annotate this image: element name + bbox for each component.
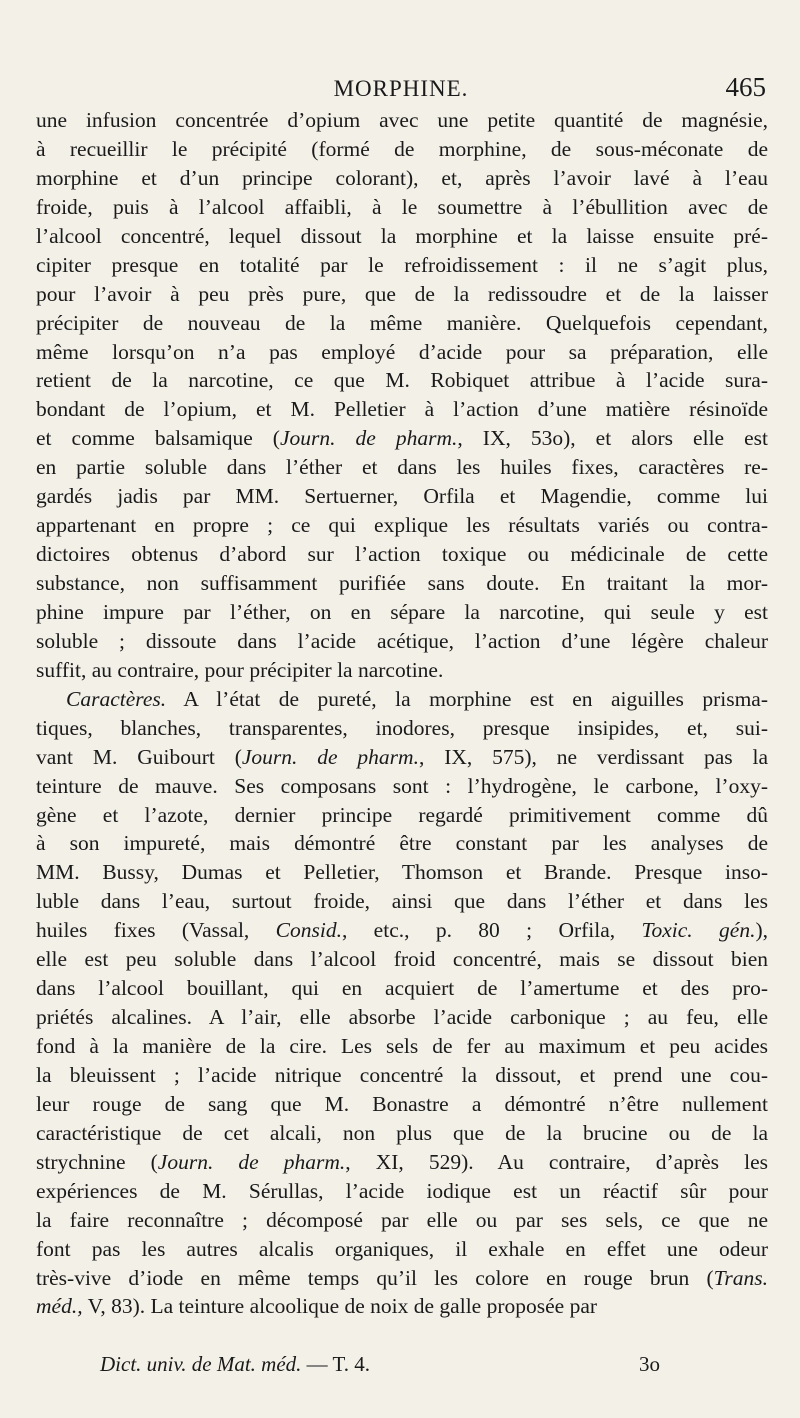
italic-text: méd., — [36, 1294, 83, 1319]
running-title: MORPHINE. — [333, 76, 469, 101]
italic-text: Caractères. — [66, 686, 167, 711]
text-line: MM. Bussy, Dumas et Pelletier, Thomson et Brande. Presque inso- — [36, 860, 768, 885]
text-line — [36, 743, 768, 772]
text-line: la faire reconnaître ; décomposé par elle ou par ses sels, ce que ne — [36, 1207, 768, 1232]
text-line: bondant de l’opium, et M. Pelletier à l’action d’une matière résinoïde — [36, 397, 768, 422]
text-segment: V, 83). La teinture alcoolique de noix de galle proposée par — [82, 1294, 598, 1319]
text-line: dans l’alcool bouillant, qui en acquiert de l’amertume et des pro- — [36, 976, 768, 1001]
text-segment: strychnine ( — [36, 1149, 158, 1174]
text-line: tiques, blanches, transparentes, inodores, presque insipides, et, sui- — [36, 715, 768, 740]
text-segment: , XI, 529). Au contraire, d’après les — [345, 1149, 768, 1174]
text-line: font pas les autres alcalis organiques, il exhale en effet une odeur — [36, 1236, 768, 1261]
text-line: froide, puis à l’alcool affaibli, à le soumettre à l’ébullition avec de — [36, 194, 768, 219]
page-number: 465 — [725, 72, 766, 102]
italic-text: Trans. — [713, 1265, 768, 1290]
text-line: fond à la manière de la cire. Les sels de fer au maximum et peu acides — [36, 1034, 768, 1058]
text-segment: vant M. Guibourt ( — [36, 744, 242, 769]
text-line: appartenant en propre ; ce qui explique les résultats variés ou contra- — [36, 513, 768, 538]
text-line: à son impureté, mais démontré être constant par les analyses de — [36, 831, 768, 856]
text-line: caractéristique de cet alcali, non plus que de la brucine ou de la — [36, 1120, 768, 1145]
text-segment: et comme balsamique ( — [36, 426, 280, 451]
text-line: suffit, au contraire, pour précipiter la narcotine. — [36, 657, 444, 682]
text-line: expériences de M. Sérullas, l’acide iodique est un réactif sûr pour — [36, 1178, 768, 1203]
text-line: la bleuissent ; l’acide nitrique concentré la dissout, et prend une cou- — [36, 1062, 768, 1087]
text-line: même lorsqu’on n’a pas employé d’acide pour sa préparation, elle — [36, 339, 768, 364]
text-segment: huiles fixes (Vassal, — [36, 918, 276, 943]
text-line: l’alcool concentré, lequel dissout la morphine et la laisse ensuite pré- — [36, 223, 768, 248]
text-line — [36, 1292, 768, 1321]
text-line: cipiter presque en totalité par le refroidissement : il ne s’agit plus, — [36, 252, 768, 277]
page-footer — [100, 1352, 660, 1382]
text-line: précipiter de nouveau de la même manière. Quelquefois cependant, — [36, 310, 768, 335]
text-line — [36, 1148, 768, 1177]
text-line: une infusion concentrée d’opium avec une petite quantité de magnésie, — [36, 108, 768, 132]
text-line: teinture de mauve. Ses composans sont : l’hydrogène, le carbone, l’oxy- — [36, 773, 768, 798]
text-line: à recueillir le précipité (formé de morphine, de sous-méconate de — [36, 136, 768, 161]
sheet-number: 3o — [639, 1352, 660, 1376]
footer-signature — [100, 1352, 370, 1377]
text-line — [36, 685, 768, 714]
text-line: soluble ; dissoute dans l’acide acétique, l’action d’une légère chaleur — [36, 628, 768, 653]
text-segment: , IX, 575), ne verdissant pas la — [418, 744, 768, 769]
italic-text: Toxic. gén. — [641, 918, 756, 943]
text-segment: , IX, 53o), et alors elle est — [457, 426, 768, 451]
body-text — [36, 106, 768, 1321]
text-line: dictoires obtenus d’abord sur l’action toxique ou médicinale de cette — [36, 542, 768, 567]
signature-volume: — T. 4. — [301, 1352, 371, 1376]
text-line: leur rouge de sang que M. Bonastre a démontré n’être nullement — [36, 1091, 768, 1116]
text-segment: , etc., p. 80 ; Orfila, — [341, 918, 642, 943]
text-line: gène et l’azote, dernier principe regardé primitivement comme dû — [36, 802, 768, 827]
text-line — [36, 424, 768, 453]
italic-text: Journ. de pharm. — [279, 426, 458, 451]
text-segment: très-vive d’iode en même temps qu’il les colore en rouge brun ( — [36, 1265, 714, 1290]
text-line: elle est peu soluble dans l’alcool froid concentré, mais se dissout bien — [36, 947, 768, 972]
text-line: substance, non suffisamment purifiée sans doute. En traitant la mor- — [36, 571, 768, 595]
text-line — [36, 1264, 768, 1293]
text-line: priétés alcalines. A l’air, elle absorbe l’acide carbonique ; au feu, elle — [36, 1005, 768, 1030]
text-line: morphine et d’un principe colorant), et, après l’avoir lavé à l’eau — [36, 165, 768, 190]
text-line: retient de la narcotine, ce que M. Robiquet attribue à l’acide sura- — [36, 368, 768, 393]
text-line: phine impure par l’éther, on en sépare la narcotine, qui seule y est — [36, 599, 768, 624]
text-line: gardés jadis par MM. Sertuerner, Orfila et Magendie, comme lui — [36, 484, 768, 509]
text-line: en partie soluble dans l’éther et dans les huiles fixes, caractères re- — [36, 455, 768, 480]
signature-title: Dict. univ. de Mat. méd. — [100, 1352, 302, 1376]
text-line: pour l’avoir à peu près pure, que de la redissoudre et de la laisser — [36, 281, 768, 306]
italic-text: Consid. — [275, 918, 342, 943]
text-segment: ), — [755, 918, 768, 943]
text-segment: A l’état de pureté, la morphine est en aiguilles prisma- — [166, 686, 768, 711]
text-line — [36, 916, 768, 945]
text-line: luble dans l’eau, surtout froide, ainsi que dans l’éther et dans les — [36, 889, 768, 914]
italic-text: Journ. de pharm. — [241, 744, 419, 769]
italic-text: Journ. de pharm. — [157, 1149, 346, 1174]
